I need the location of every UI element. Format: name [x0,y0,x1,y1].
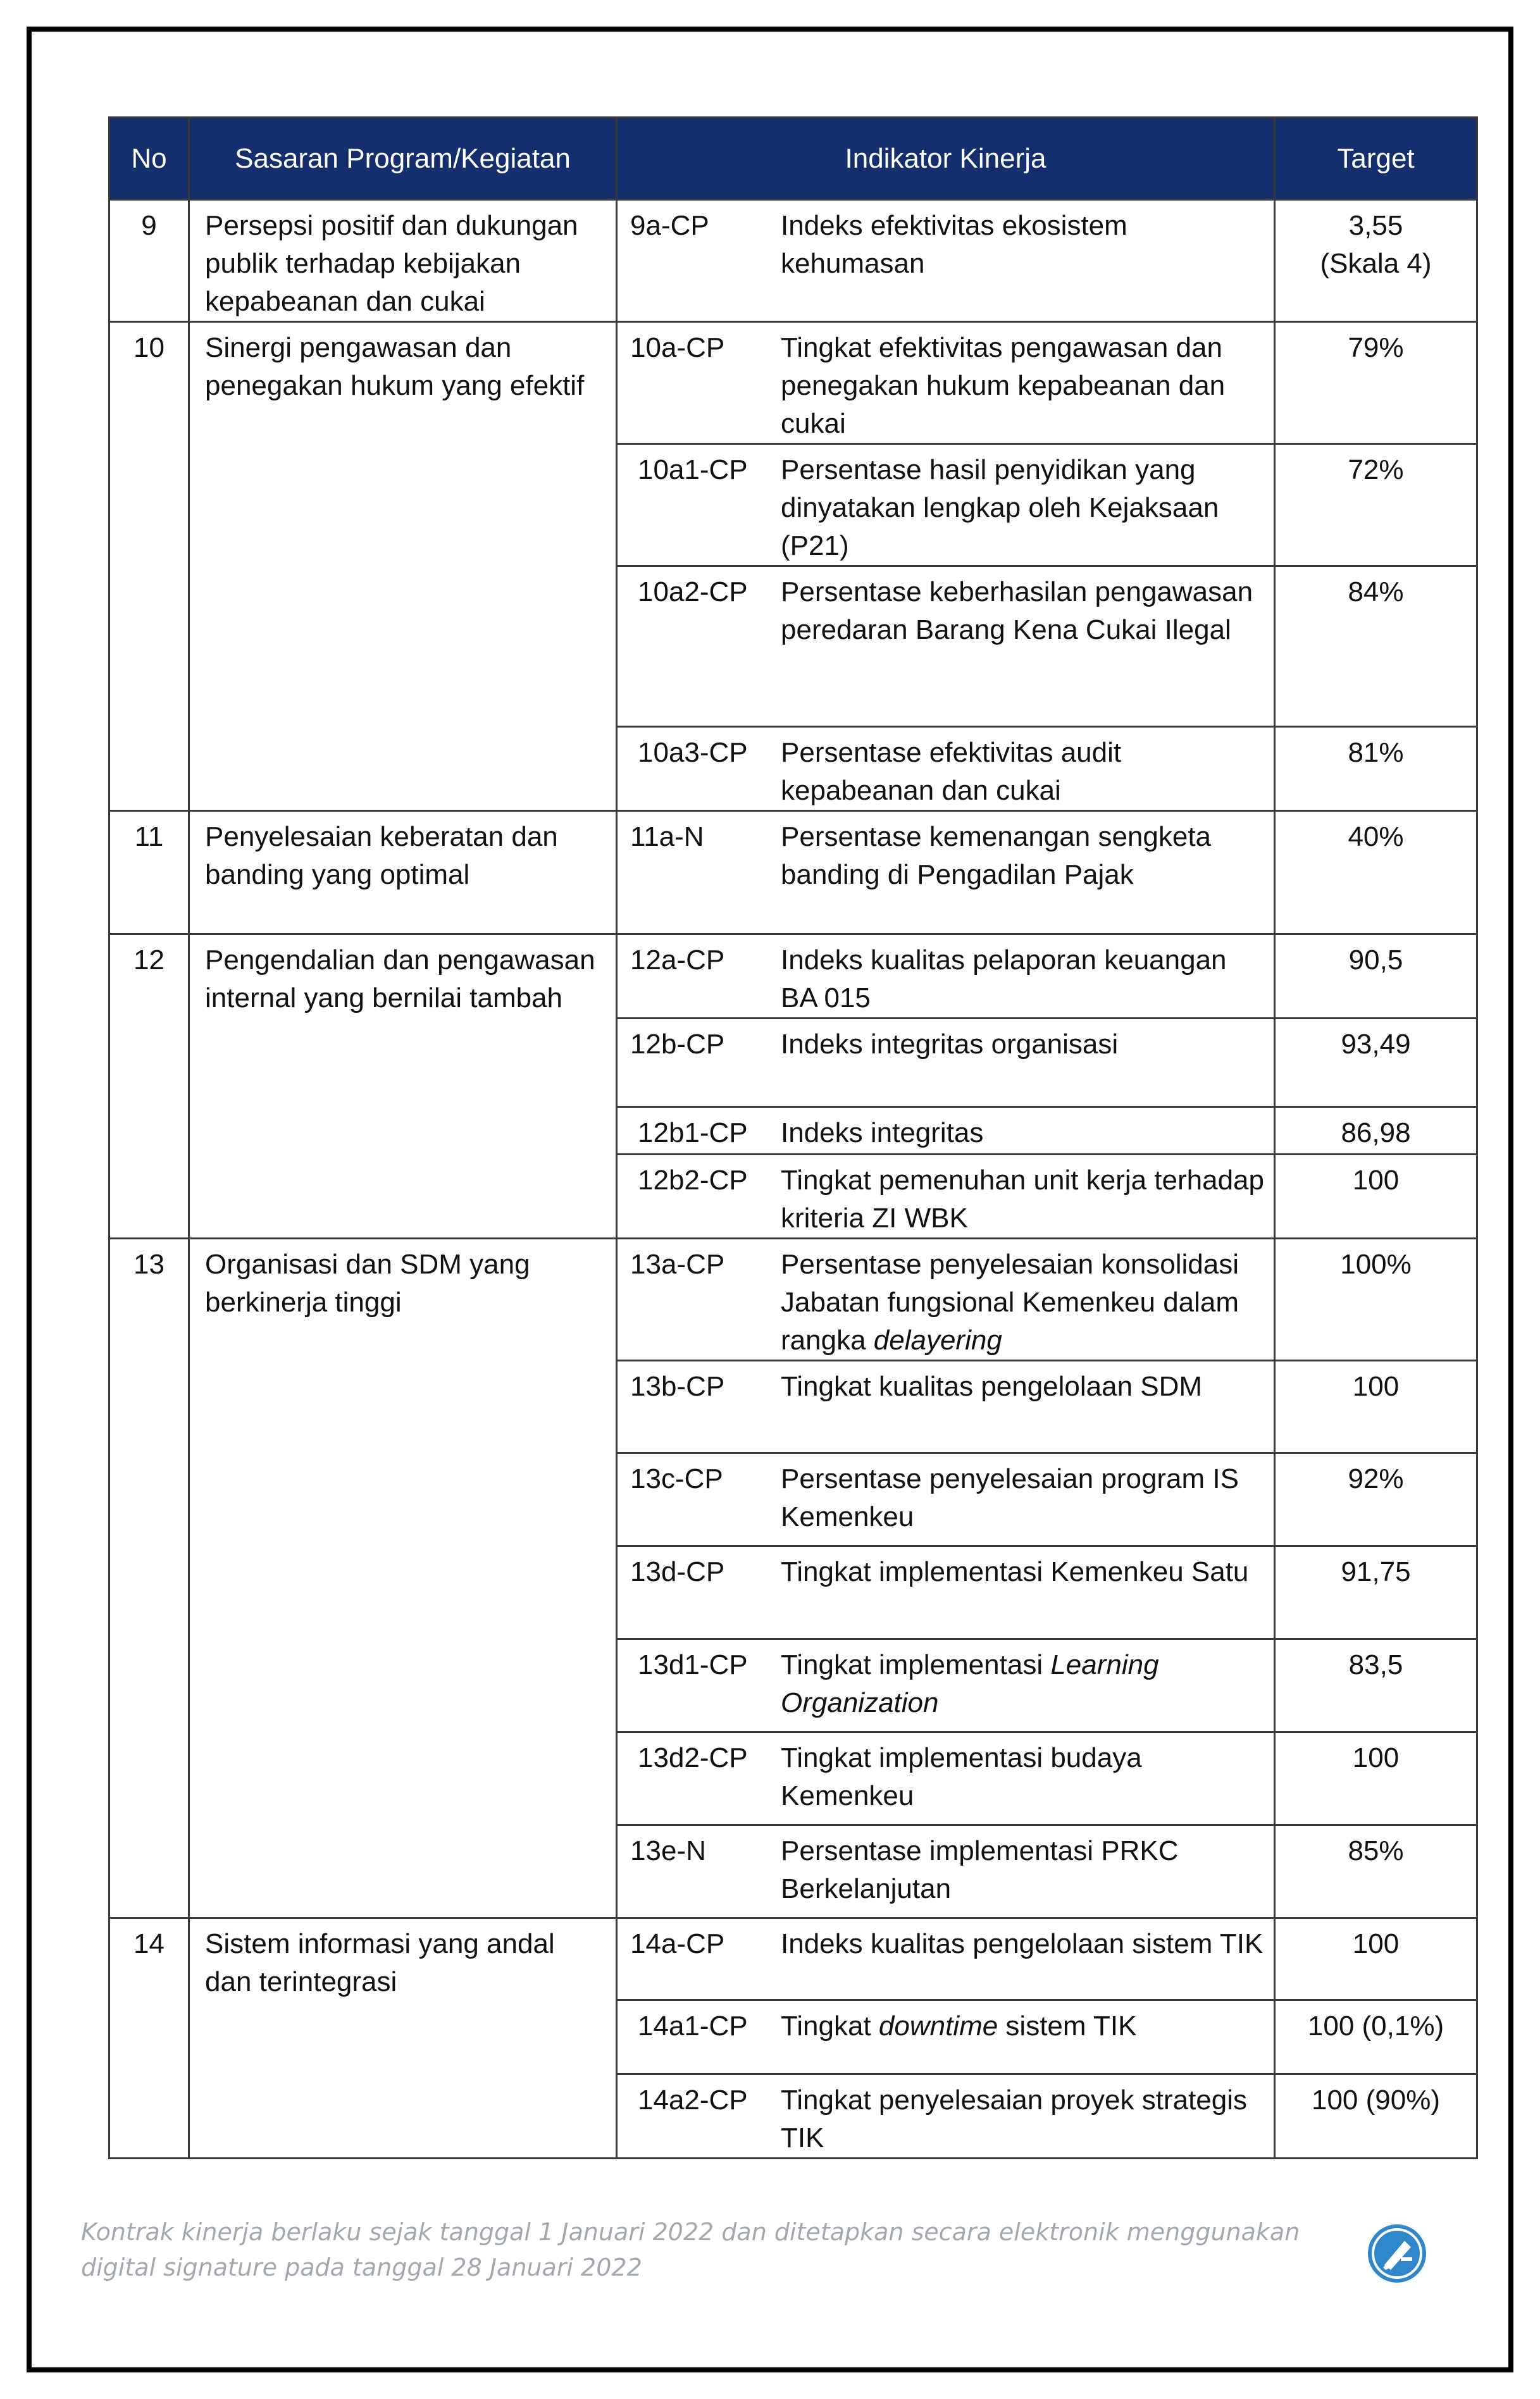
indicator-cell [617,322,1275,444]
indicator-code: 12b2-CP [638,1165,748,1196]
indicator-cell [617,2000,1275,2074]
indicator-code: 14a1-CP [638,2011,748,2042]
target-cell: 40% [1275,811,1477,934]
indicator-cell [617,727,1275,811]
indicator-text-italic: downtime [878,2011,998,2042]
indicator-text: Persentase kemenangan sengketa banding di Pengadilan Pajak [781,821,1212,890]
row-number: 11 [109,811,189,934]
indicator-cell [617,1107,1275,1155]
indicator-cell [617,1732,1275,1825]
row-number: 13 [109,1239,189,1918]
indicator-code: 14a2-CP [638,2085,748,2116]
indicator-text: Tingkat kualitas pengelolaan SDM [781,1371,1203,1402]
indicator-code: 14a-CP [630,1928,725,1959]
table-row [109,1918,1477,2000]
indicator-text: Tingkat efektivitas pengawasan dan penegakan hukum kepabeanan dan cukai [781,332,1226,439]
indicator-cell [617,1453,1275,1546]
target-cell: 90,5 [1275,934,1477,1019]
sasaran-cell: Organisasi dan SDM yang berkinerja tinggi [189,1239,617,1918]
target-cell: 93,49 [1275,1019,1477,1107]
indicator-code: 10a1-CP [638,454,748,485]
target-cell: 100 (0,1%) [1275,2000,1477,2074]
signature-footer-note [81,2214,1334,2285]
row-number: 12 [109,934,189,1239]
indicator-text: Indeks efektivitas ekosistem kehumasan [781,210,1127,279]
indicator-code: 13d-CP [630,1556,725,1587]
indicator-text: Tingkat implementasi budaya Kemenkeu [781,1742,1142,1811]
target-cell: 100 [1275,1361,1477,1453]
row-number: 10 [109,322,189,811]
indicator-text: Indeks kualitas pelaporan keuangan BA 015 [781,945,1227,1014]
indicator-text: Indeks kualitas pengelolaan sistem TIK [781,1928,1264,1959]
indicator-cell [617,1546,1275,1639]
sasaran-cell: Penyelesaian keberatan dan banding yang optimal [189,811,617,934]
indicator-text: Tingkat penyelesaian proyek strategis TIK [781,2085,1247,2154]
target-cell [1275,200,1477,322]
target-cell: 100% [1275,1239,1477,1361]
indicator-text: Persentase hasil penyidikan yang dinyatakan lengkap oleh Kejaksaan (P21) [781,454,1219,561]
header-indikator: Indikator Kinerja [617,118,1275,200]
table-header-row [109,118,1477,200]
indicator-text: Tingkat implementasi Kemenkeu Satu [781,1556,1249,1587]
sasaran-cell: Sinergi pengawasan dan penegakan hukum yang efektif [189,322,617,811]
row-number: 14 [109,1918,189,2159]
indicator-code: 13c-CP [630,1463,723,1494]
target-cell: 81% [1275,727,1477,811]
indicator-text-italic: Learning Organization [781,1649,1159,1718]
indicator-cell [617,200,1275,322]
indicator-cell [617,934,1275,1019]
target-cell: 92% [1275,1453,1477,1546]
indicator-text: Persentase efektivitas audit kepabeanan dan cukai [781,737,1122,806]
target-cell: 86,98 [1275,1107,1477,1155]
indicator-cell [617,1155,1275,1239]
table-row [109,1239,1477,1361]
target-cell: 100 [1275,1732,1477,1825]
indicator-text: Tingkat downtime sistem TIK [781,2011,1137,2042]
row-number: 9 [109,200,189,322]
indicator-text: Persentase penyelesaian konsolidasi Jabatan fungsional Kemenkeu dalam rangka delayering [781,1249,1239,1356]
sasaran-cell: Pengendalian dan pengawasan internal yang bernilai tambah [189,934,617,1239]
indicator-code: 13e-N [630,1835,706,1866]
indicator-text: Indeks integritas [781,1117,984,1148]
indicator-code: 13d2-CP [638,1742,748,1773]
indicator-code: 13d1-CP [638,1649,748,1680]
indicator-cell [617,2074,1275,2159]
target-cell: 72% [1275,444,1477,566]
indicator-cell [617,566,1275,727]
footer-line-1: Kontrak kinerja berlaku sejak tanggal 1 Januari 2022 dan ditetapkan secara elektronik menggunakan [81,2218,1300,2246]
target-cell: 100 (90%) [1275,2074,1477,2159]
indicator-code: 10a3-CP [638,737,748,768]
table-row [109,934,1477,1019]
indicator-text: Tingkat implementasi Learning Organization [781,1649,1159,1718]
target-cell: 79% [1275,322,1477,444]
indicator-cell [617,1639,1275,1732]
header-target: Target [1275,118,1477,200]
indicator-text: Persentase penyelesaian program IS Kemenkeu [781,1463,1239,1532]
table-row [109,322,1477,444]
target-cell: 84% [1275,566,1477,727]
target-value: 3,55 [1348,210,1403,241]
sasaran-cell: Persepsi positif dan dukungan publik terhadap kebijakan kepabeanan dan cukai [189,200,617,322]
indicator-cell [617,1019,1275,1107]
indicator-code: 12b-CP [630,1029,725,1060]
indicator-code: 10a2-CP [638,576,748,607]
table-row [109,811,1477,934]
pen-signature-icon [1365,2222,1429,2285]
header-sasaran: Sasaran Program/Kegiatan [189,118,617,200]
indicator-code: 12a-CP [630,945,725,976]
footer-line-2: digital signature pada tanggal 28 Januari 2022 [81,2253,642,2281]
indicator-cell [617,444,1275,566]
indicator-text: Persentase implementasi PRKC Berkelanjutan [781,1835,1179,1904]
sasaran-cell: Sistem informasi yang andal dan terintegrasi [189,1918,617,2159]
indicator-text: Tingkat pemenuhan unit kerja terhadap kriteria ZI WBK [781,1165,1264,1234]
indicator-code: 10a-CP [630,332,725,363]
target-cell: 100 [1275,1155,1477,1239]
indicator-code: 12b1-CP [638,1117,748,1148]
indicator-cell [617,1239,1275,1361]
table-row [109,200,1477,322]
indicator-text: Indeks integritas organisasi [781,1029,1119,1060]
indicator-cell [617,1918,1275,2000]
indicator-text-italic: delayering [873,1325,1002,1356]
indicator-cell [617,1825,1275,1918]
indicator-code: 13b-CP [630,1371,725,1402]
header-no: No [109,118,189,200]
indicator-code: 13a-CP [630,1249,725,1280]
indicator-text: Persentase keberhasilan pengawasan peredaran Barang Kena Cukai Ilegal [781,576,1253,645]
performance-indicator-table [108,116,1478,2159]
target-note: (Skala 4) [1320,248,1432,279]
indicator-cell [617,1361,1275,1453]
target-cell: 100 [1275,1918,1477,2000]
indicator-cell [617,811,1275,934]
target-cell: 83,5 [1275,1639,1477,1732]
footer-date: 28 Januari 2022 [451,2253,642,2281]
target-cell: 85% [1275,1825,1477,1918]
indicator-code: 9a-CP [630,210,709,241]
indicator-code: 11a-N [630,821,704,852]
target-cell: 91,75 [1275,1546,1477,1639]
